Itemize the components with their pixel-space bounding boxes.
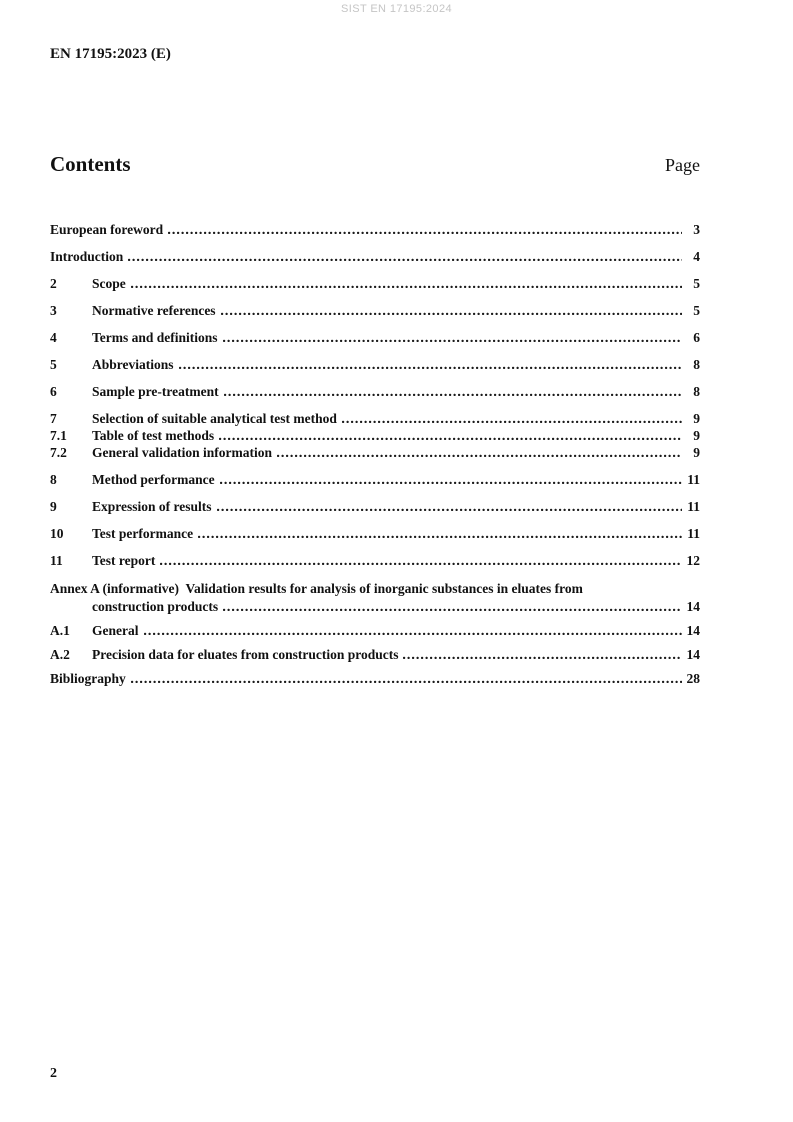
toc-entry-page: 9 xyxy=(693,411,700,426)
toc-entry-title: Selection of suitable analytical test method xyxy=(92,411,337,426)
toc-entry[interactable] xyxy=(50,384,700,400)
toc-entry-title: Terms and definitions xyxy=(92,330,218,345)
document-reference: EN 17195:2023 (E) xyxy=(50,46,171,62)
watermark-text: SIST EN 17195:2024 xyxy=(341,3,452,15)
toc-entry-title-continued: construction products xyxy=(92,599,219,614)
toc-entry-page: 9 xyxy=(693,445,700,460)
toc-entry-number: 7.2 xyxy=(50,445,67,460)
toc-entry-number: 8 xyxy=(50,472,57,487)
toc-leader-dots xyxy=(224,392,682,396)
toc-entry-title: Abbreviations xyxy=(92,357,174,372)
toc-entry-number: 9 xyxy=(50,499,57,514)
toc-entry-title: Table of test methods xyxy=(92,428,215,443)
toc-entry-number: 3 xyxy=(50,303,57,318)
toc-entry-title: Normative references xyxy=(92,303,216,318)
toc-entry[interactable] xyxy=(50,222,700,238)
toc-leader-dots xyxy=(128,257,682,261)
toc-entry[interactable] xyxy=(50,411,700,427)
toc-entry-title: General validation information xyxy=(92,445,272,460)
toc-leader-dots xyxy=(198,534,682,538)
toc-entry-page: 3 xyxy=(693,222,700,237)
toc-leader-dots xyxy=(217,507,682,511)
contents-heading: Contents xyxy=(50,152,131,176)
toc-entry[interactable] xyxy=(50,276,700,292)
page-column-label: Page xyxy=(665,155,700,175)
toc-entry[interactable] xyxy=(50,499,700,515)
toc-entry-page: 11 xyxy=(687,499,700,514)
toc-entry-page: 8 xyxy=(693,384,700,399)
toc-entry-title: Precision data for eluates from construction products xyxy=(92,647,399,662)
toc-entry[interactable] xyxy=(50,428,700,444)
toc-entry[interactable] xyxy=(50,472,700,488)
toc-leader-dots xyxy=(223,338,682,342)
toc-leader-dots xyxy=(223,607,682,611)
toc-leader-dots xyxy=(160,561,682,565)
toc-entry-title: Bibliography xyxy=(50,671,126,686)
toc-entry-title: Scope xyxy=(92,276,126,291)
toc-entry-page: 6 xyxy=(693,330,700,345)
toc-entry-title: Test report xyxy=(92,553,156,568)
toc-entry-number: 7.1 xyxy=(50,428,67,443)
toc-entry[interactable] xyxy=(50,526,700,542)
toc-entry-title: Introduction xyxy=(50,249,124,264)
toc-leader-dots xyxy=(403,655,682,659)
toc-entry[interactable] xyxy=(50,671,700,687)
toc-entry-page: 14 xyxy=(686,599,700,614)
toc-entry-page: 9 xyxy=(693,428,700,443)
footer-page-number: 2 xyxy=(50,1066,57,1081)
toc-leader-dots xyxy=(144,631,683,635)
toc-entry-page: 8 xyxy=(693,357,700,372)
toc-entry[interactable] xyxy=(50,357,700,373)
toc-entry[interactable] xyxy=(50,580,700,615)
toc-entry[interactable] xyxy=(50,330,700,346)
toc-entry-title: Expression of results xyxy=(92,499,212,514)
toc-leader-dots xyxy=(277,453,682,457)
toc-entry-title: Test performance xyxy=(92,526,194,541)
toc-leader-dots xyxy=(131,284,682,288)
toc-entry-title: Annex A (informative) Validation results for analysis of inorganic substances in eluates from xyxy=(50,581,583,596)
toc-entry-number: 6 xyxy=(50,384,57,399)
toc-entry[interactable] xyxy=(50,445,700,461)
toc-entry-page: 14 xyxy=(686,647,700,662)
table-of-contents xyxy=(50,222,700,687)
toc-entry-number: 11 xyxy=(50,553,63,568)
toc-leader-dots xyxy=(219,436,682,440)
toc-entry-title: General xyxy=(92,623,139,638)
toc-entry-title: Sample pre-treatment xyxy=(92,384,219,399)
toc-entry-page: 28 xyxy=(686,671,700,686)
toc-entry-page: 11 xyxy=(687,472,700,487)
toc-entry-number: 2 xyxy=(50,276,57,291)
contents-header xyxy=(50,152,700,177)
toc-leader-dots xyxy=(342,419,682,423)
toc-entry-number: 5 xyxy=(50,357,57,372)
toc-leader-dots xyxy=(131,679,682,683)
toc-entry-number: 10 xyxy=(50,526,64,541)
toc-leader-dots xyxy=(179,365,682,369)
toc-entry[interactable] xyxy=(50,303,700,319)
toc-leader-dots xyxy=(221,311,682,315)
toc-entry-number: A.1 xyxy=(50,623,70,638)
toc-entry[interactable] xyxy=(50,623,700,639)
toc-entry-page: 11 xyxy=(687,526,700,541)
toc-leader-dots xyxy=(220,480,682,484)
toc-entry-page: 12 xyxy=(686,553,700,568)
toc-entry[interactable] xyxy=(50,553,700,569)
toc-entry-page: 4 xyxy=(693,249,700,264)
toc-entry-page: 5 xyxy=(693,303,700,318)
toc-entry-number: 4 xyxy=(50,330,57,345)
toc-entry-page: 14 xyxy=(686,623,700,638)
toc-leader-dots xyxy=(168,230,682,234)
toc-entry-number: 7 xyxy=(50,411,57,426)
toc-entry-page: 5 xyxy=(693,276,700,291)
toc-entry[interactable] xyxy=(50,249,700,265)
toc-entry-number: A.2 xyxy=(50,647,70,662)
toc-entry-title: European foreword xyxy=(50,222,164,237)
toc-entry[interactable] xyxy=(50,647,700,663)
toc-entry-title: Method performance xyxy=(92,472,215,487)
